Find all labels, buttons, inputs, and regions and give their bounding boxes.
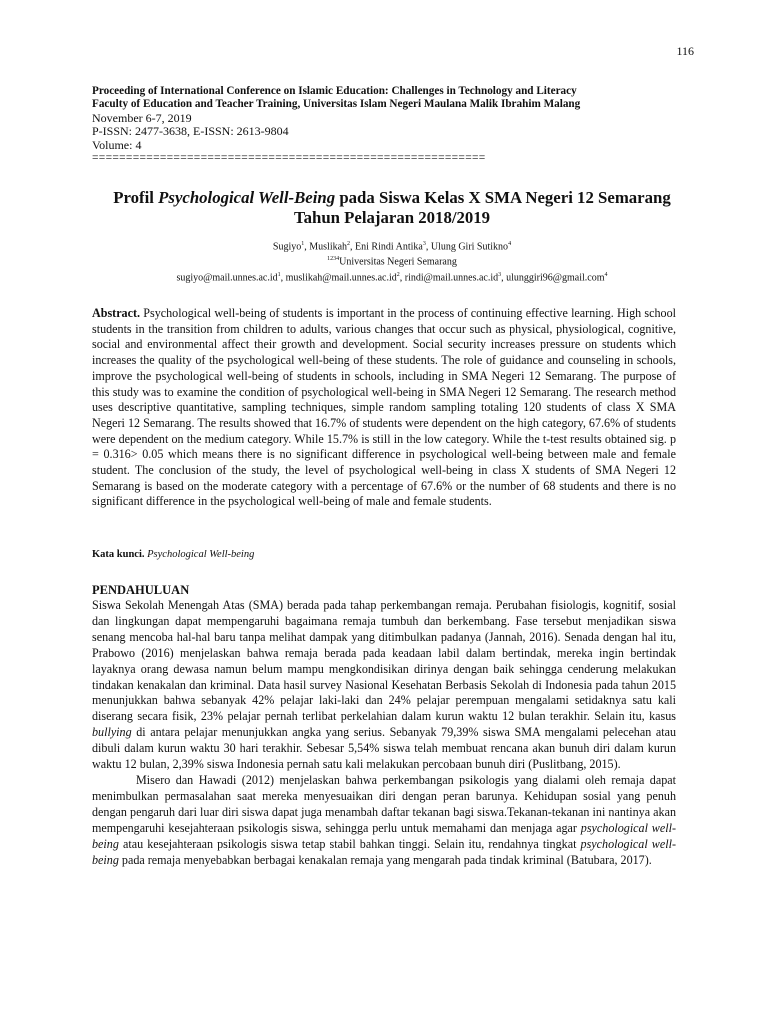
- email-link[interactable]: rindi@mail.unnes.ac.id: [404, 271, 499, 283]
- author-name: Ulung Giri Sutikno: [430, 241, 509, 253]
- paragraph-1: Siswa Sekolah Menengah Atas (SMA) berada pada tahap perkembangan remaja. Perubahan fisiologis, kognitif, sosial dan lingkungan dapat mempengaruhi bagaimana remaja tumbuh dan berkembang. Fase tersebut menjadikan siswa senang mencoba hal-hal baru tanpa melihat dampak yang ditimbulkan padanya (Jannah, 2016). Senada dengan hal itu, Prabowo (2016) menjelaskan bahwa remaja berada pada keadaan labil dalam bertindak, mereka ingin bertindak layaknya orang dewasa namun belum mampu mengkondisikan dirinya dengan baik sehingga cenderung melakukan tindakan kenakalan dan kriminal. Data hasil survey Nasional Kesehatan Berbasis Sekolah di Indonesia pada tahun 2015 menunjukkan bahwa sebanyak 42% pelajar laki-laki dan 24% pelajar perempuan mengalami setidaknya satu kali diserang secara fisik, 23% pelajar pernah terlibat perkelahian dalam kurun waktu 12 bulan terakhir. Selain itu, kasus bullying di antara pelajar menunjukkan angka yang serius. Sebanyak 79,39% siswa SMA mengalami pelecehan atau dibuli dalam kurun waktu 30 hari terakhir. Sebesar 5,54% siswa telah membuat rencana akan bunuh diri dalam kurun waktu 12 bulan, 2,39% siswa Indonesia pernah satu kali melakukan percobaan bunuh diri (Puslitbang, 2015).: [92, 598, 676, 772]
- conference-date: November 6-7, 2019: [92, 110, 192, 125]
- email-link[interactable]: muslikah@mail.unnes.ac.id: [285, 271, 397, 283]
- affiliation: $^{1234}$Universitas Negeri Semarang: [327, 256, 457, 268]
- faculty-line: Faculty of Education and Teacher Training, Universitas Islam Negeri Maulana Malik Ibrahim Malang: [92, 98, 581, 111]
- header-divider: ==========================================================: [92, 152, 486, 165]
- volume-line: Volume: 4: [92, 137, 142, 152]
- keywords: [92, 548, 676, 561]
- author-names: Sugiyo$^1$, Muslikah$^2$, Eni Rindi Antika$^3$, Ulung Giri Sutikno$^4$: [272, 241, 512, 253]
- section-heading: PENDAHULUAN: [92, 583, 190, 597]
- author-name: Sugiyo: [272, 241, 302, 253]
- title-line-1: Profil Psychological Well-Being pada Siswa Kelas X SMA Negeri 12 Semarang: [113, 188, 671, 207]
- title-line-2: Tahun Pelajaran 2018/2019: [293, 208, 491, 227]
- author-emails: $sugiyo@mail.unnes.ac.id^1$, $muslikah@mail.unnes.ac.id^2$, $rindi@mail.unnes.ac.id^3$, ulunggiri96@gmail.com$^4$: [176, 271, 608, 283]
- abstract-text: Psychological well-being of students is important in the process of continuing effective learning. High school students in the transition from children to adults, various changes that occur such as physical, physiological, cognitive, social and environmental affect their growth and development. Social security increases pressure on students which increases the quality of the psychological well-being of these students. The role of guidance and counseling in schools, improve the psychological well-being of students in schools, including in SMA Negeri 12 Semarang. The purpose of this study was to examine the condition of psychological well-being in SMA Negeri 12 Semarang. The research method uses descriptive quantitative, sampling techniques, simple random sampling totaling 120 students of class X SMA Negeri 12 Semarang. The results showed that 16.7% of students were dependent on the high category, 67.6% of students were dependent on the medium category. While 15.7% is still in the low category. While the t-test results obtained sig. p = 0.316> 0.05 which means there is no significant difference in psychological well-being between male and female student. The conclusion of the study, the level of psychological well-being in class X students of SMA Negeri 12 Semarang is based on the moderate category with a percentage of 67.6% or the number of 68 students and there is no significant difference in the psychological well-being of male and female students.: [92, 306, 676, 509]
- abstract: [92, 306, 676, 510]
- title-italic-term: Psychological Well-Being: [158, 188, 336, 207]
- page-number: 116: [676, 44, 694, 58]
- issn-line: P-ISSN: 2477-3638, E-ISSN: 2613-9804: [92, 124, 289, 139]
- email-link[interactable]: ulunggiri96@gmail.com: [506, 271, 605, 283]
- paragraph-2: Misero dan Hawadi (2012) menjelaskan bahwa perkembangan psikologis yang dialami oleh remaja dapat menimbulkan permasalahan saat mereka menyesuaikan diri dengan peran barunya. Kehidupan sosial yang penuh dengan pengaruh dari luar diri siswa dapat juga menambah daftar tekanan bagi siswa.Tekanan-tekanan ini nantinya akan mempengaruhi kesejahteraan psikologis siswa, sehingga perlu untuk memahami dan menjaga agar psychological well-being atau kesejahteraan psikologis siswa tetap stabil bahkan tinggi. Selain itu, rendahnya tingkat psychological well-being pada remaja menyebabkan berbagai kenakalan remaja yang mengarah pada tindak kriminal (Batubara, 2017).: [92, 772, 676, 867]
- author-name: Muslikah: [309, 241, 348, 253]
- keywords-value: Psychological Well-being: [147, 549, 255, 560]
- email-link[interactable]: sugiyo@mail.unnes.ac.id: [176, 271, 278, 283]
- abstract-label: Abstract.: [92, 306, 141, 320]
- keywords-label: Kata kunci.: [92, 549, 145, 560]
- proceeding-header: [92, 85, 682, 165]
- author-block: [92, 238, 692, 284]
- conference-title: Proceeding of International Conference on Islamic Education: Challenges in Technology and Literacy: [92, 85, 577, 97]
- paper-title: [92, 188, 692, 228]
- author-name: Eni Rindi Antika: [355, 241, 423, 253]
- section-body: [92, 598, 676, 868]
